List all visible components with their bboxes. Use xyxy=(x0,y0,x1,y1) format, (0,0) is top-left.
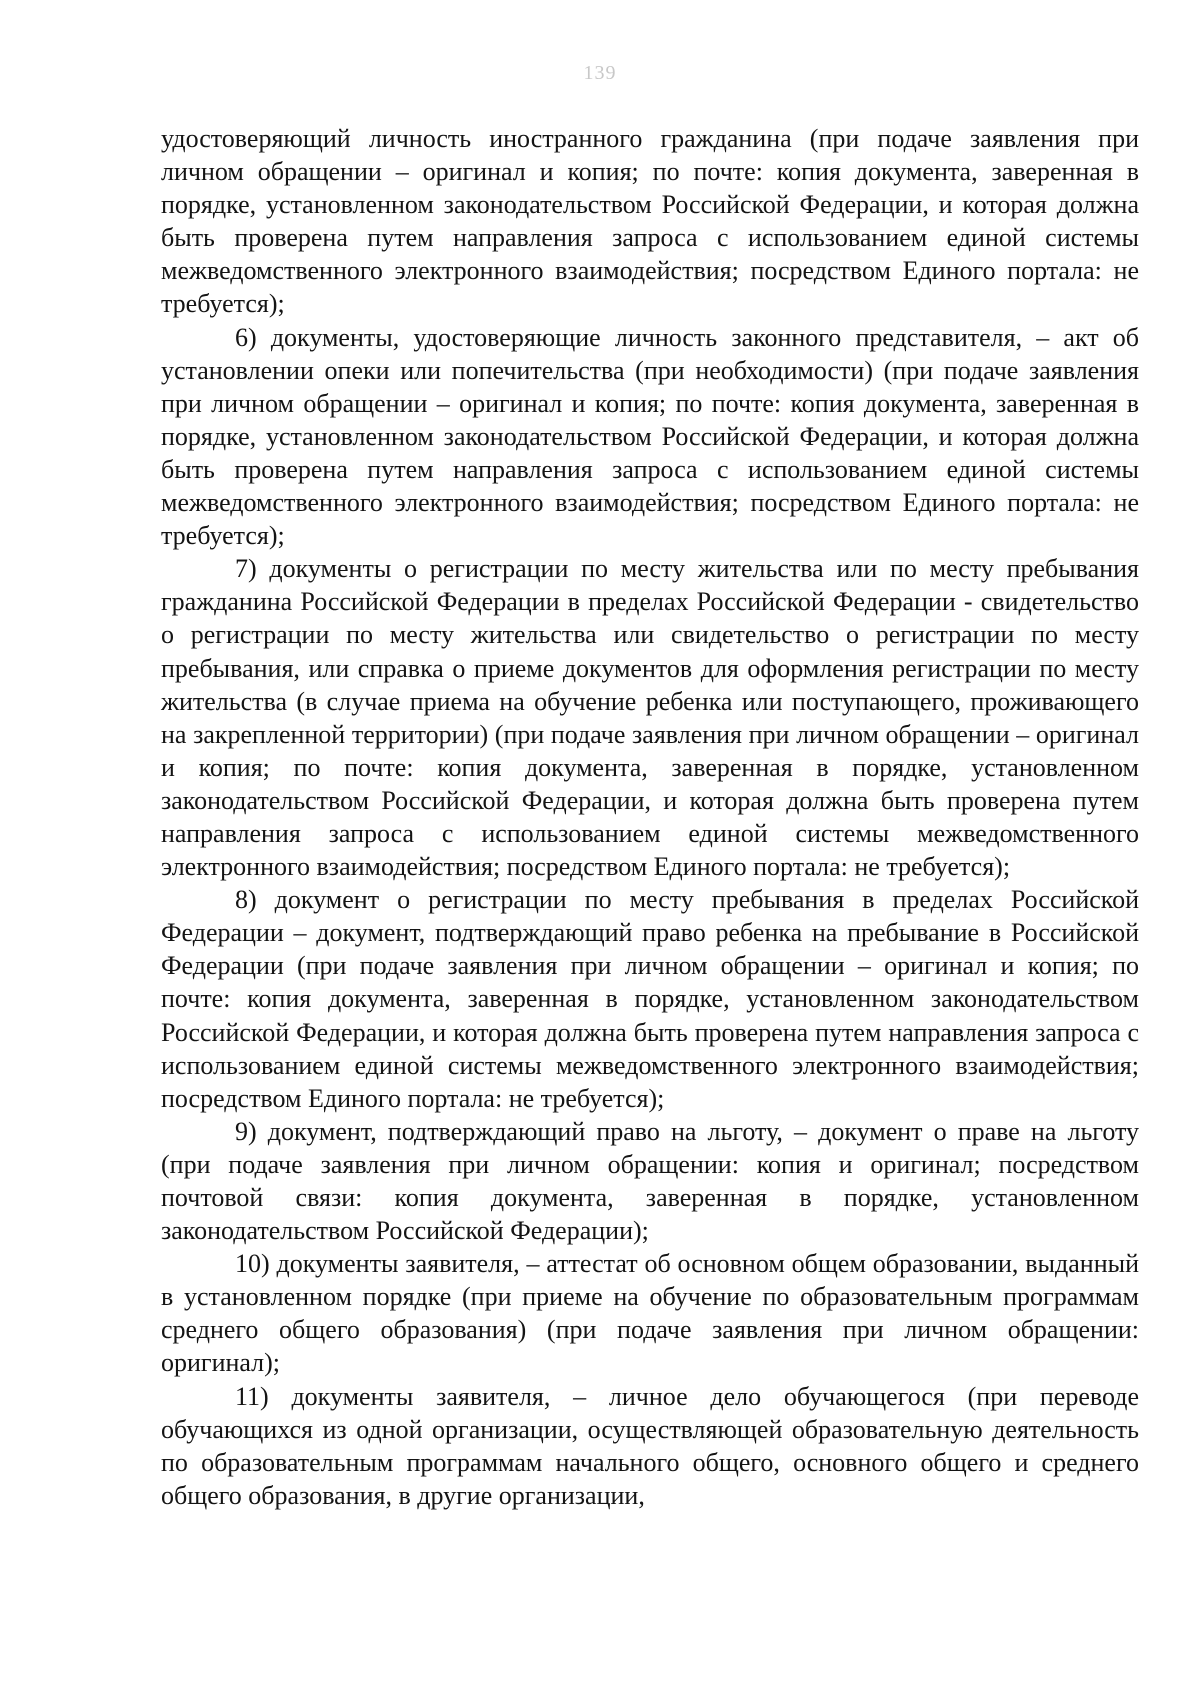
paragraph-item-10: 10) документы заявителя, – аттестат об основном общем образовании, выданный в установленном порядке (при приеме на обучение по образовательным программам среднего общего образования) (при подаче заявления при личном обращении: оригинал); xyxy=(161,1249,1139,1378)
document-body xyxy=(161,122,1139,1512)
paragraph-continuation: удостоверяющий личность иностранного гражданина (при подаче заявления при личном обращении – оригинал и копия; по почте: копия документа, заверенная в порядке, установленном законодательством Российской Федерации, и которая должна быть проверена путем направления запроса с использованием единой системы межведомственного электронного взаимодействия; посредством Единого портала: не требуется); xyxy=(161,124,1139,319)
paragraph-item-9: 9) документ, подтверждающий право на льготу, – документ о праве на льготу (при подаче заявления при личном обращении: копия и оригинал; посредством почтовой связи: копия документа, заверенная в порядке, установленном законодательством Российской Федерации); xyxy=(161,1116,1139,1246)
paragraph-item-11: 11) документы заявителя, – личное дело обучающегося (при переводе обучающихся из одной организации, осуществляющей образовательную деятельность по образовательным программам начального общего, основного общего и среднего общего образования, в другие организации, xyxy=(161,1381,1139,1510)
paragraph-item-8: 8) документ о регистрации по месту пребывания в пределах Российской Федерации – документ, подтверждающий право ребенка на пребывание в Российской Федерации (при подаче заявления при личном обращении – оригинал и копия; по почте: копия документа, заверенная в порядке, установленном законодательством Российской Федерации, и которая должна быть проверена путем направления запроса с использованием единой системы межведомственного электронного взаимодействия; посредством Единого портала: не требуется); xyxy=(161,885,1139,1113)
paragraph-item-7: 7) документы о регистрации по месту жительства или по месту пребывания гражданина Российской Федерации в пределах Российской Федерации - свидетельство о регистрации по месту жительства или свидетельство о регистрации по месту пребывания, или справка о приеме документов для оформления регистрации по месту жительства (в случае приема на обучение ребенка или поступающего, проживающего на закрепленной территории) (при подаче заявления при личном обращении – оригинал и копия; по почте: копия документа, заверенная в порядке, установленном законодательством Российской Федерации, и которая должна быть проверена путем направления запроса с использованием единой системы межведомственного электронного взаимодействия; посредством Единого портала: не требуется); xyxy=(161,554,1139,882)
paragraph-item-6: 6) документы, удостоверяющие личность законного представителя, – акт об установлении опеки или попечительства (при необходимости) (при подаче заявления при личном обращении – оригинал и копия; по почте: копия документа, заверенная в порядке, установленном законодательством Российской Федерации, и которая должна быть проверена путем направления запроса с использованием единой системы межведомственного электронного взаимодействия; посредством Единого портала: не требуется); xyxy=(161,322,1139,551)
page-number: 139 xyxy=(583,62,617,84)
